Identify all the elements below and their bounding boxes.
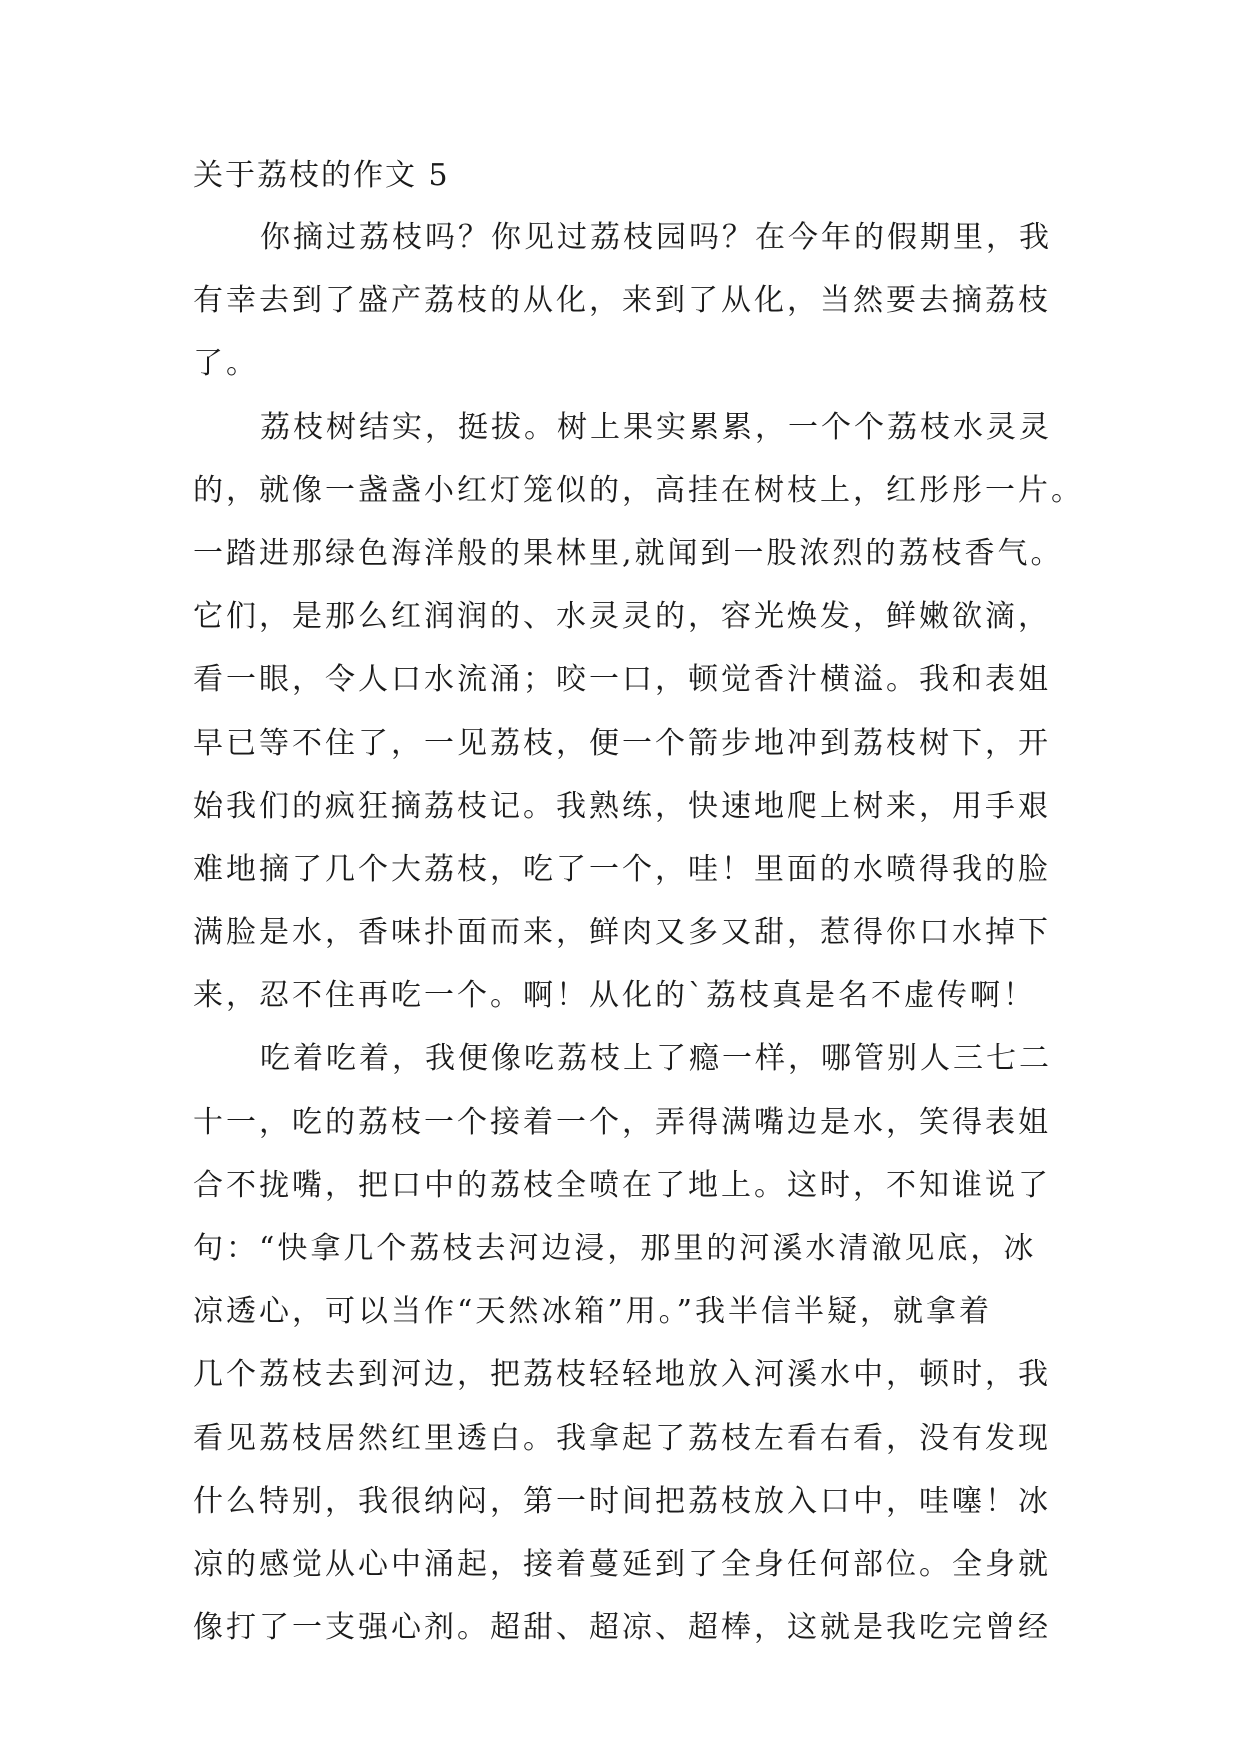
paragraph-line: 难地摘了几个大荔枝，吃了一个，哇！里面的水喷得我的脸 (193, 851, 1051, 887)
paragraph-line: 像打了一支强心剂。超甜、超凉、超棒，这就是我吃完曾经 (193, 1610, 1051, 1646)
paragraph-line: 始我们的疯狂摘荔枝记。我熟练，快速地爬上树来，用手艰 (193, 788, 1051, 824)
paragraph-line: 句：“快拿几个荔枝去河边浸，那里的河溪水清澈见底，冰 (193, 1231, 1037, 1266)
paragraph-line: 有幸去到了盛产荔枝的从化，来到了从化，当然要去摘荔枝 (193, 283, 1051, 319)
paragraph-line: 你摘过荔枝吗？你见过荔枝园吗？在今年的假期里，我 (260, 220, 1052, 255)
document-page (193, 146, 1084, 1659)
paragraph-1 (193, 206, 1053, 396)
paragraph-line: 了。 (193, 346, 259, 382)
paragraph-line: 的，就像一盏盏小红灯笼似的，高挂在树枝上，红彤彤一片。 (193, 472, 1084, 508)
paragraph-line: 合不拢嘴，把口中的荔枝全喷在了地上。这时，不知谁说了 (193, 1167, 1051, 1203)
document-title: 关于荔枝的作文 5 (193, 158, 450, 193)
paragraph-line: 它们，是那么红润润的、水灵灵的，容光焕发，鲜嫩欲滴， (193, 599, 1051, 635)
paragraph-line: 看一眼，令人口水流涌；咬一口，顿觉香汁横溢。我和表姐 (193, 662, 1051, 698)
paragraph-line: 什么特别，我很纳闷，第一时间把荔枝放入口中，哇噻！冰 (193, 1483, 1051, 1519)
paragraph-line: 凉透心，可以当作“天然冰箱”用。”我半信半疑，就拿着 (193, 1294, 993, 1330)
paragraph-line: 看见荔枝居然红里透白。我拿起了荔枝左看右看，没有发现 (193, 1420, 1051, 1456)
paragraph-line: 吃着吃着，我便像吃荔枝上了瘾一样，哪管别人三七二 (260, 1041, 1052, 1077)
paragraph-line: 几个荔枝去到河边，把荔枝轻轻地放入河溪水中，顿时，我 (193, 1357, 1051, 1393)
paragraph-2 (193, 396, 1084, 1028)
paragraph-line: 来，忍不住再吃一个。啊！从化的`荔枝真是名不虚传啊！ (193, 978, 1036, 1014)
paragraph-line: 早已等不住了，一见荔枝，便一个箭步地冲到荔枝树下，开 (193, 725, 1051, 761)
paragraph-3 (193, 1027, 1053, 1659)
paragraph-line: 凉的感觉从心中涌起，接着蔓延到了全身任何部位。全身就 (193, 1546, 1051, 1582)
paragraph-line: 满脸是水，香味扑面而来，鲜肉又多又甜，惹得你口水掉下 (193, 915, 1051, 951)
paragraph-line: 一踏进那绿色海洋般的果林里,就闻到一股浓烈的荔枝香气。 (193, 535, 1064, 571)
paragraph-line: 十一，吃的荔枝一个接着一个，弄得满嘴边是水，笑得表姐 (193, 1104, 1051, 1140)
paragraph-line: 荔枝树结实，挺拔。树上果实累累，一个个荔枝水灵灵 (260, 409, 1052, 445)
